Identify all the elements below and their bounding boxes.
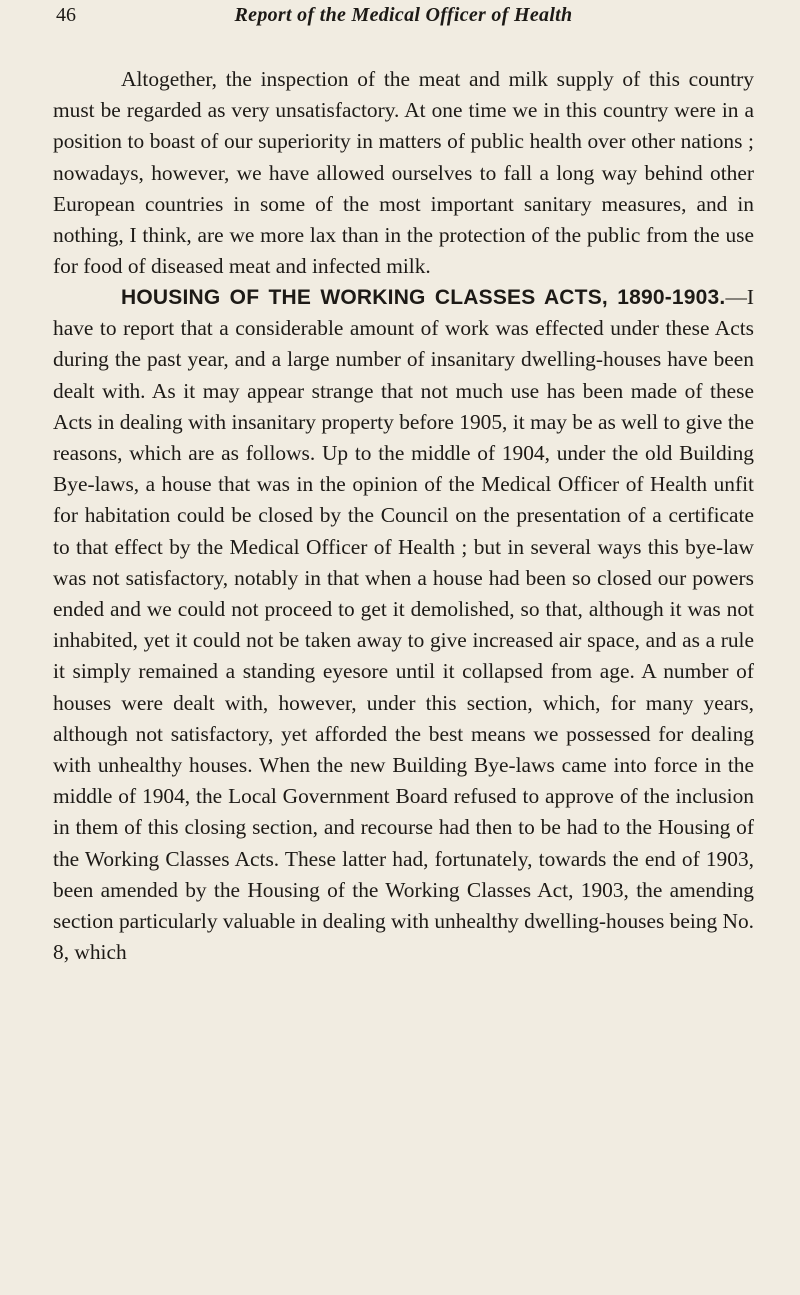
paragraph-meat-milk-supply — [53, 64, 754, 282]
page-number: 46 — [56, 4, 76, 26]
section-heading: HOUSING OF THE WORKING CLASSES ACTS, 1890-1903. — [121, 286, 726, 309]
paragraph-housing-acts — [53, 282, 754, 968]
running-title: Report of the Medical Officer of Health — [234, 4, 573, 26]
running-header — [53, 0, 754, 40]
paragraph-text: —I have to report that a considerable amount of work was effected under these Acts during the past year, and a large number of insanitary dwelling-houses have been dealt with. As it may appear strange that not much use has been made of these Acts in dealing with insanitary property before 1905, it may be as well to give the reasons, which are as follows. Up to the middle of 1904, under the old Building Bye-laws, a house that was in the opinion of the Medical Officer of Health unfit for habitation could be closed by the Council on the presentation of a certificate to that effect by the Medical Officer of Health ; but in several ways this bye-law was not satisfactory, notably in that when a house had been so closed our powers ended and we could not proceed to get it demolished, so that, although it was not inhabited, yet it could not be taken away to give increased air space, and as a rule it simply remained a standing eyesore until it collapsed from age. A number of houses were dealt with, however, under this section, which, for many years, although not satisfactory, yet afforded the best means we possessed for dealing with unhealthy houses. When the new Building Bye-laws came into force in the middle of 1904, the Local Government Board refused to approve of the inclusion in them of this closing section, and recourse had then to be had to the Housing of the Working Classes Acts. These latter had, fortunately, towards the end of 1903, been amended by the Housing of the Working Classes Act, 1903, the amending section particularly valuable in dealing with unhealthy dwelling-houses being No. 8, which — [53, 285, 754, 965]
paragraph-text: Altogether, the inspection of the meat and milk supply of this country must be regarded as very unsatisfactory. At one time we in this country were in a position to boast of our superiority in matters of public health over other nations ; nowadays, however, we have allowed ourselves to fall a long way behind other European countries in some of the most important sanitary measures, and in nothing, I think, are we more lax than in the protection of the public from the use for food of diseased meat and infected milk. — [53, 67, 754, 279]
